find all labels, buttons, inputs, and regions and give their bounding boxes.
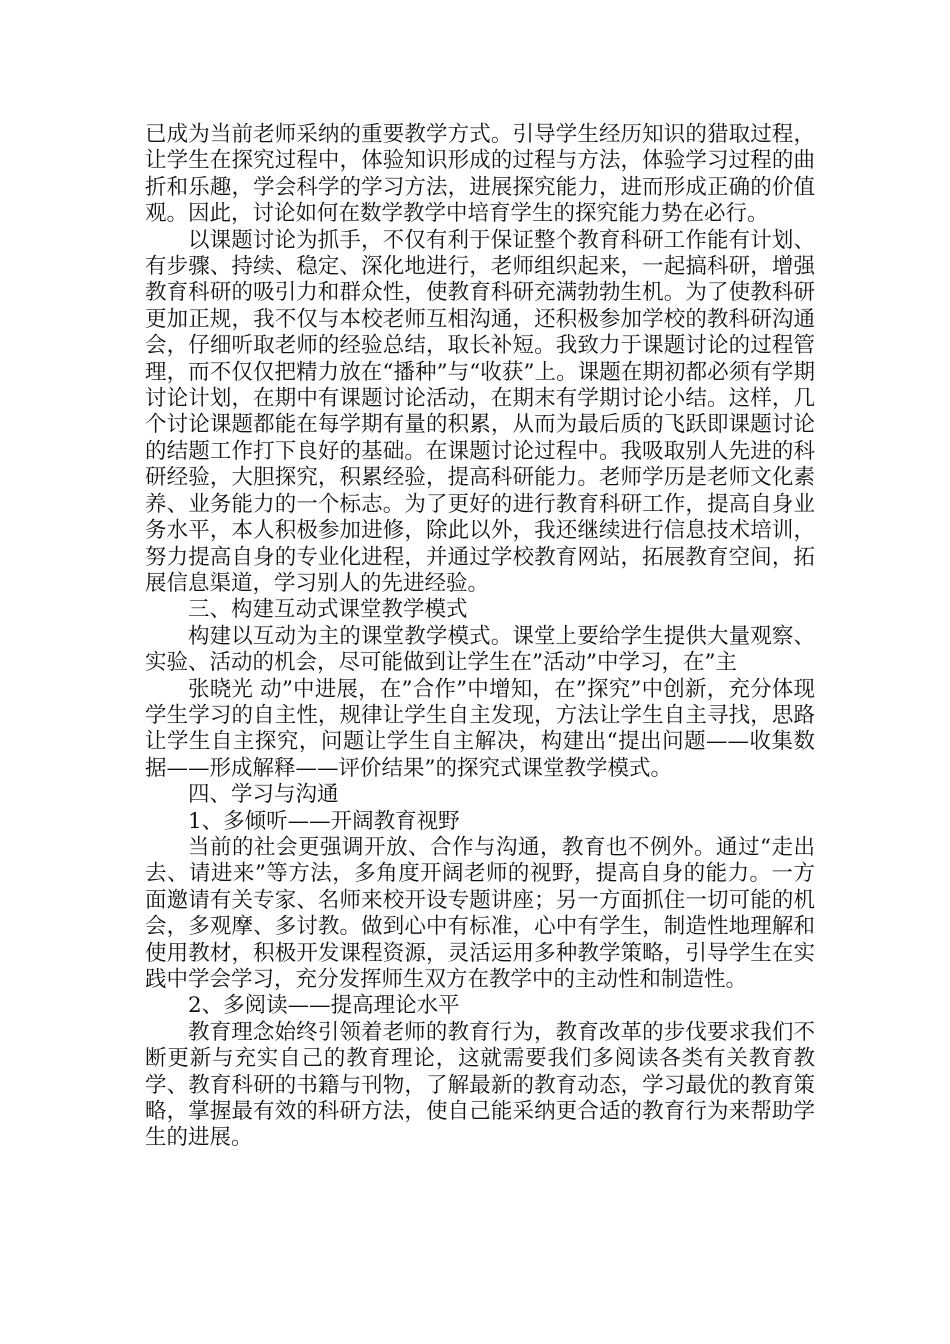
document-page: [145, 122, 815, 1152]
subheading-listen-more: 1、多倾听——开阔教育视野: [188, 808, 460, 834]
subheading-read-more: 2、多阅读——提高理论水平: [188, 993, 460, 1019]
paragraph-inquiry-model: 张晓光 动”中进展，在”合作”中增知，在”探究”中创新，充分体现学生学习的自主性，规律让学生自主发现，方法让学生自主寻找，思路让学生自主探究，问题让学生自主解决，构建出“提出问题——收集数据——形成解释——评价结果”的探究式课堂教学模式。: [145, 676, 815, 781]
paragraph-theory-level: 教育理念始终引领着老师的教育行为，教育改革的步伐要求我们不断更新与充实自己的教育理论，这就需要我们多阅读各类有关教育教学、教育科研的书籍与刊物，了解最新的教育动态，学习最优的教育策略，掌握最有效的科研方法，使自己能采纳更合适的教育行为来帮助学生的进展。: [145, 1019, 815, 1151]
section-heading-interactive-teaching: 三、构建互动式课堂教学模式: [188, 597, 468, 623]
paragraph-interactive-model: 构建以互动为主的课堂教学模式。课堂上要给学生提供大量观察、实验、活动的机会，尽可能做到让学生在”活动”中学习，在”主: [145, 623, 815, 676]
paragraph-research-topics: 以课题讨论为抓手，不仅有利于保证整个教育科研工作能有计划、有步骤、持续、稳定、深化地进行，老师组织起来，一起搞科研，增强教育科研的吸引力和群众性，使教育科研充满勃勃生机。为了使教科研更加正规，我不仅与本校老师互相沟通，还积极参加学校的教科研沟通会，仔细听取老师的经验总结，取长补短。我致力于课题讨论的过程管理，而不仅仅把精力放在“播种”与“收获”上。课题在期初都必须有学期讨论计划，在期中有课题讨论活动，在期末有学期讨论小结。这样，几个讨论课题都能在每学期有量的积累，从而为最后质的飞跃即课题讨论的结题工作打下良好的基础。在课题讨论过程中。我吸取别人先进的科研经验，大胆探究，积累经验，提高科研能力。老师学历是老师文化素养、业务能力的一个标志。为了更好的进行教育科研工作，提高自身业务水平，本人积极参加进修，除此以外，我还继续进行信息技术培训，努力提高自身的专业化进程，并通过学校教育网站，拓展教育空间，拓展信息渠道，学习别人的先进经验。: [145, 227, 815, 596]
paragraph-intro-continuation: 已成为当前老师采纳的重要教学方式。引导学生经历知识的猎取过程，让学生在探究过程中，体验知识形成的过程与方法，体验学习过程的曲折和乐趣，学会科学的学习方法，进展探究能力，进而形成正确的价值观。因此，讨论如何在数学教学中培育学生的探究能力势在必行。: [145, 122, 815, 227]
paragraph-open-vision: 当前的社会更强调开放、合作与沟通，教育也不例外。通过“走出去、请进来”等方法，多角度开阔老师的视野，提高自身的能力。一方面邀请有关专家、名师来校开设专题讲座；另一方面抓住一切可能的机会，多观摩、多讨教。做到心中有标准，心中有学生，制造性地理解和使用教材，积极开发课程资源，灵活运用多种教学策略，引导学生在实践中学会学习，充分发挥师生双方在教学中的主动性和制造性。: [145, 834, 815, 992]
section-heading-learning-communication: 四、学习与沟通: [188, 782, 339, 808]
